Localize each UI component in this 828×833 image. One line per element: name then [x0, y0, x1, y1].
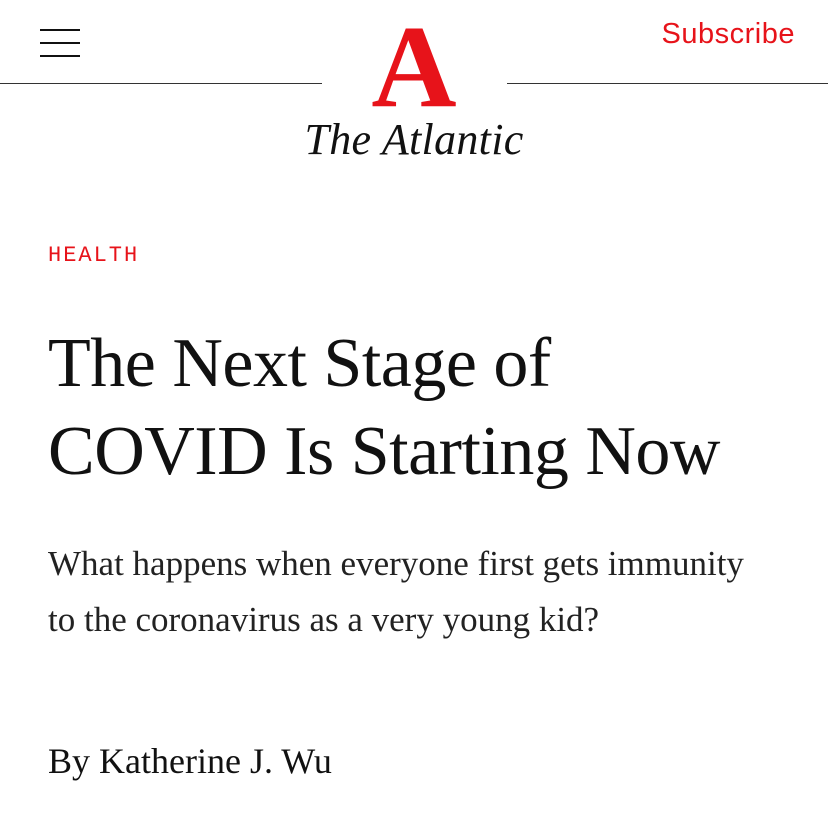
hamburger-menu-icon[interactable] [38, 27, 82, 61]
headline [48, 320, 808, 496]
logo-letter: A [371, 1, 457, 132]
byline-prefix: By [48, 741, 91, 781]
subscribe-link[interactable]: Subscribe [661, 18, 795, 50]
site-header [0, 0, 828, 200]
menu-bar-bottom [40, 55, 80, 57]
header-divider-left [0, 83, 322, 84]
author-name[interactable]: Katherine J. Wu [99, 741, 332, 781]
menu-bar-top [40, 29, 80, 31]
header-divider-right [507, 83, 828, 84]
headline-line-2: COVID Is Starting Now [48, 413, 720, 490]
byline [48, 740, 332, 782]
atlantic-a-logo[interactable] [371, 1, 457, 132]
section-label[interactable]: HEALTH [48, 243, 140, 268]
logo-wordmark[interactable]: The Atlantic [304, 115, 524, 164]
headline-line-1: The Next Stage of [48, 325, 551, 402]
article-dek: What happens when everyone first gets immunity to the coronavirus as a very young kid? [48, 544, 744, 639]
menu-bar-middle [40, 42, 80, 44]
